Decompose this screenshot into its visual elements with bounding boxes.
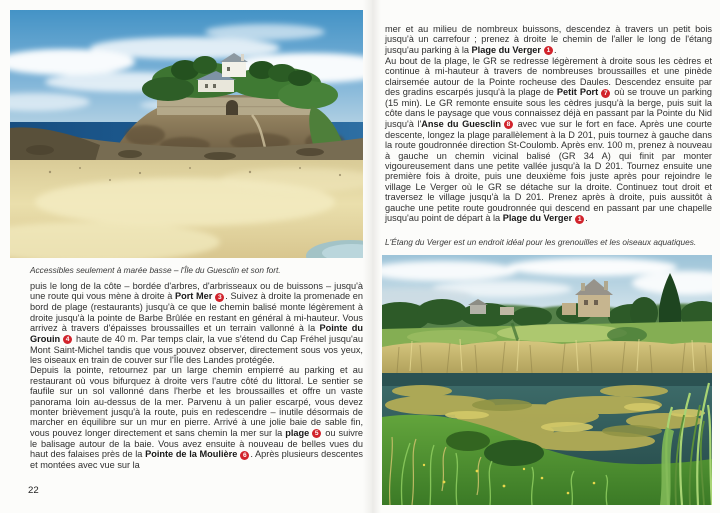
paragraph xyxy=(385,56,712,224)
place-name: Pointe du Grouin xyxy=(30,323,363,344)
body-text: . Après plusieurs descentes et montées avec vue sur la xyxy=(30,449,363,471)
route-marker-3: 3 xyxy=(215,293,224,302)
paragraph xyxy=(385,24,712,56)
paragraph xyxy=(30,281,363,365)
route-marker-4: 4 xyxy=(63,335,72,344)
route-marker-8: 8 xyxy=(504,120,513,129)
photo-caption-etang: L'Étang du Verger est un endroit idéal pour les grenouilles et les oiseaux aquatiques. xyxy=(385,237,697,247)
route-marker-6: 6 xyxy=(240,451,249,460)
body-text: ou suivre le balisage autour de la baie. Vous avez ensuite à nouveau de belles vues du haut des falaises près de la xyxy=(30,427,363,460)
paragraph xyxy=(30,365,363,470)
route-marker-5: 5 xyxy=(312,429,321,438)
body-text: . xyxy=(585,213,588,224)
ile-du-guesclin-illustration xyxy=(10,10,363,258)
photo-ile-du-guesclin xyxy=(10,10,363,258)
body-text: haute de 40 m. Par temps clair, la vue s'étend du Cap Fréhel jusqu'au Mont Saint-Michel tandis que vous pouvez observer, directement sous vos yeux, les oiseaux en train de couver sur l'Île des Landes protégée. xyxy=(30,333,363,366)
right-text-column xyxy=(385,24,712,224)
place-name: Pointe de la Moulière xyxy=(145,449,238,460)
route-marker-1: 1 xyxy=(575,215,584,224)
body-text: Au bout de la plage, le GR se redresse légèrement à droite sous les cèdres et continue à mi-hauteur à travers de nombreuses broussailles et une pinède clairsemée autour de la Pointe rocheuse des Daules. Descendez ensuite par des gradins escarpés jusqu'à la plage de xyxy=(385,55,712,98)
place-name: Plage du Verger xyxy=(502,213,573,224)
route-marker-7: 7 xyxy=(601,89,610,98)
body-text: . Suivez à droite la promenade en bord de plage (restaurants) jusqu'à ce que le chemin balisé monte légèrement à droite jusqu'à la pointe de Barbe Brûlée en restant en général à mi-hauteur. Vous arrivez à travers d'épaisses broussailles et un terrain vallonné à la xyxy=(30,291,363,334)
photo-etang-du-verger xyxy=(382,255,712,505)
place-name: Port Mer xyxy=(174,291,213,302)
place-name: Petit Port xyxy=(556,87,599,98)
body-text: où se trouve un parking (15 min). Le GR remonte ensuite sous les cèdres jusqu'à la berge, puis suit la côte dans le paysage que vous connaissez déjà en passant par la Pointe du Nid jusqu'à l' xyxy=(385,87,713,129)
route-marker-1: 1 xyxy=(544,46,553,55)
body-text: puis le long de la côte – bordée d'arbres, d'arbrisseaux ou de buissons – jusqu'à une route qui vous mène à droite à xyxy=(30,281,363,302)
body-text: . xyxy=(554,44,557,55)
place-name: Plage du Verger xyxy=(471,44,541,55)
left-text-column xyxy=(30,281,363,471)
body-text: mer et au milieu de nombreux buissons, descendez à travers un petit bois jusqu'à un carrefour ; prenez à droite le chemin de l'aller le long de l'étang jusqu'au parking à la xyxy=(385,24,712,55)
page-gutter xyxy=(363,0,381,513)
etang-du-verger-illustration xyxy=(382,255,712,505)
page-number: 22 xyxy=(28,485,39,496)
photo-caption-guesclin: Accessibles seulement à marée basse – l'Île du Guesclin et son fort. xyxy=(30,265,281,275)
body-text: avec vue sur le fort en face. Après une courte descente, longez la plage parallèlement à la D 201, puis tournez à gauche dans la route goudronnée direction St-Coulomb. Après env. 100 m, prenez à nouveau à gauche un chemin vicinal balisé (GR 34 A) qui finit par monter vigoureusement dans une petite vallée jusqu'à la D 201. Tournez ensuite une première fois à droite, puis une deuxième fois juste après pour rejoindre le village Le Verger où le GR se détache sur la droite. Continuez tout droit et traversez le village jusqu'à la D 201. Prenez après à droite, puis aussitôt à gauche une petite route goudronnée qui descend en passant par une chapelle jusqu'au point de départ à la xyxy=(385,118,712,224)
body-text: Depuis la pointe, retournez par un large chemin empierré au parking et au restaurant où vous bifurquez à droite vers l'autre côté du littoral. Le sentier se faufile sur un sol vallonné dans l'herbe et les broussailles et offre un vaste panorama loin au-dessus de la mer. Parvenu à un palier escarpé, vous devez monter brièvement jusqu'à la route, puis en redescendre – inutile désormais de marcher en équilibre sur un mur en pierre. Arrivé à une jolie baie de sable fin, vous pouvez longer directement et sans chemin la mer sur la xyxy=(30,365,363,438)
place-name: plage xyxy=(285,427,310,438)
place-name: Anse du Guesclin xyxy=(421,118,501,129)
